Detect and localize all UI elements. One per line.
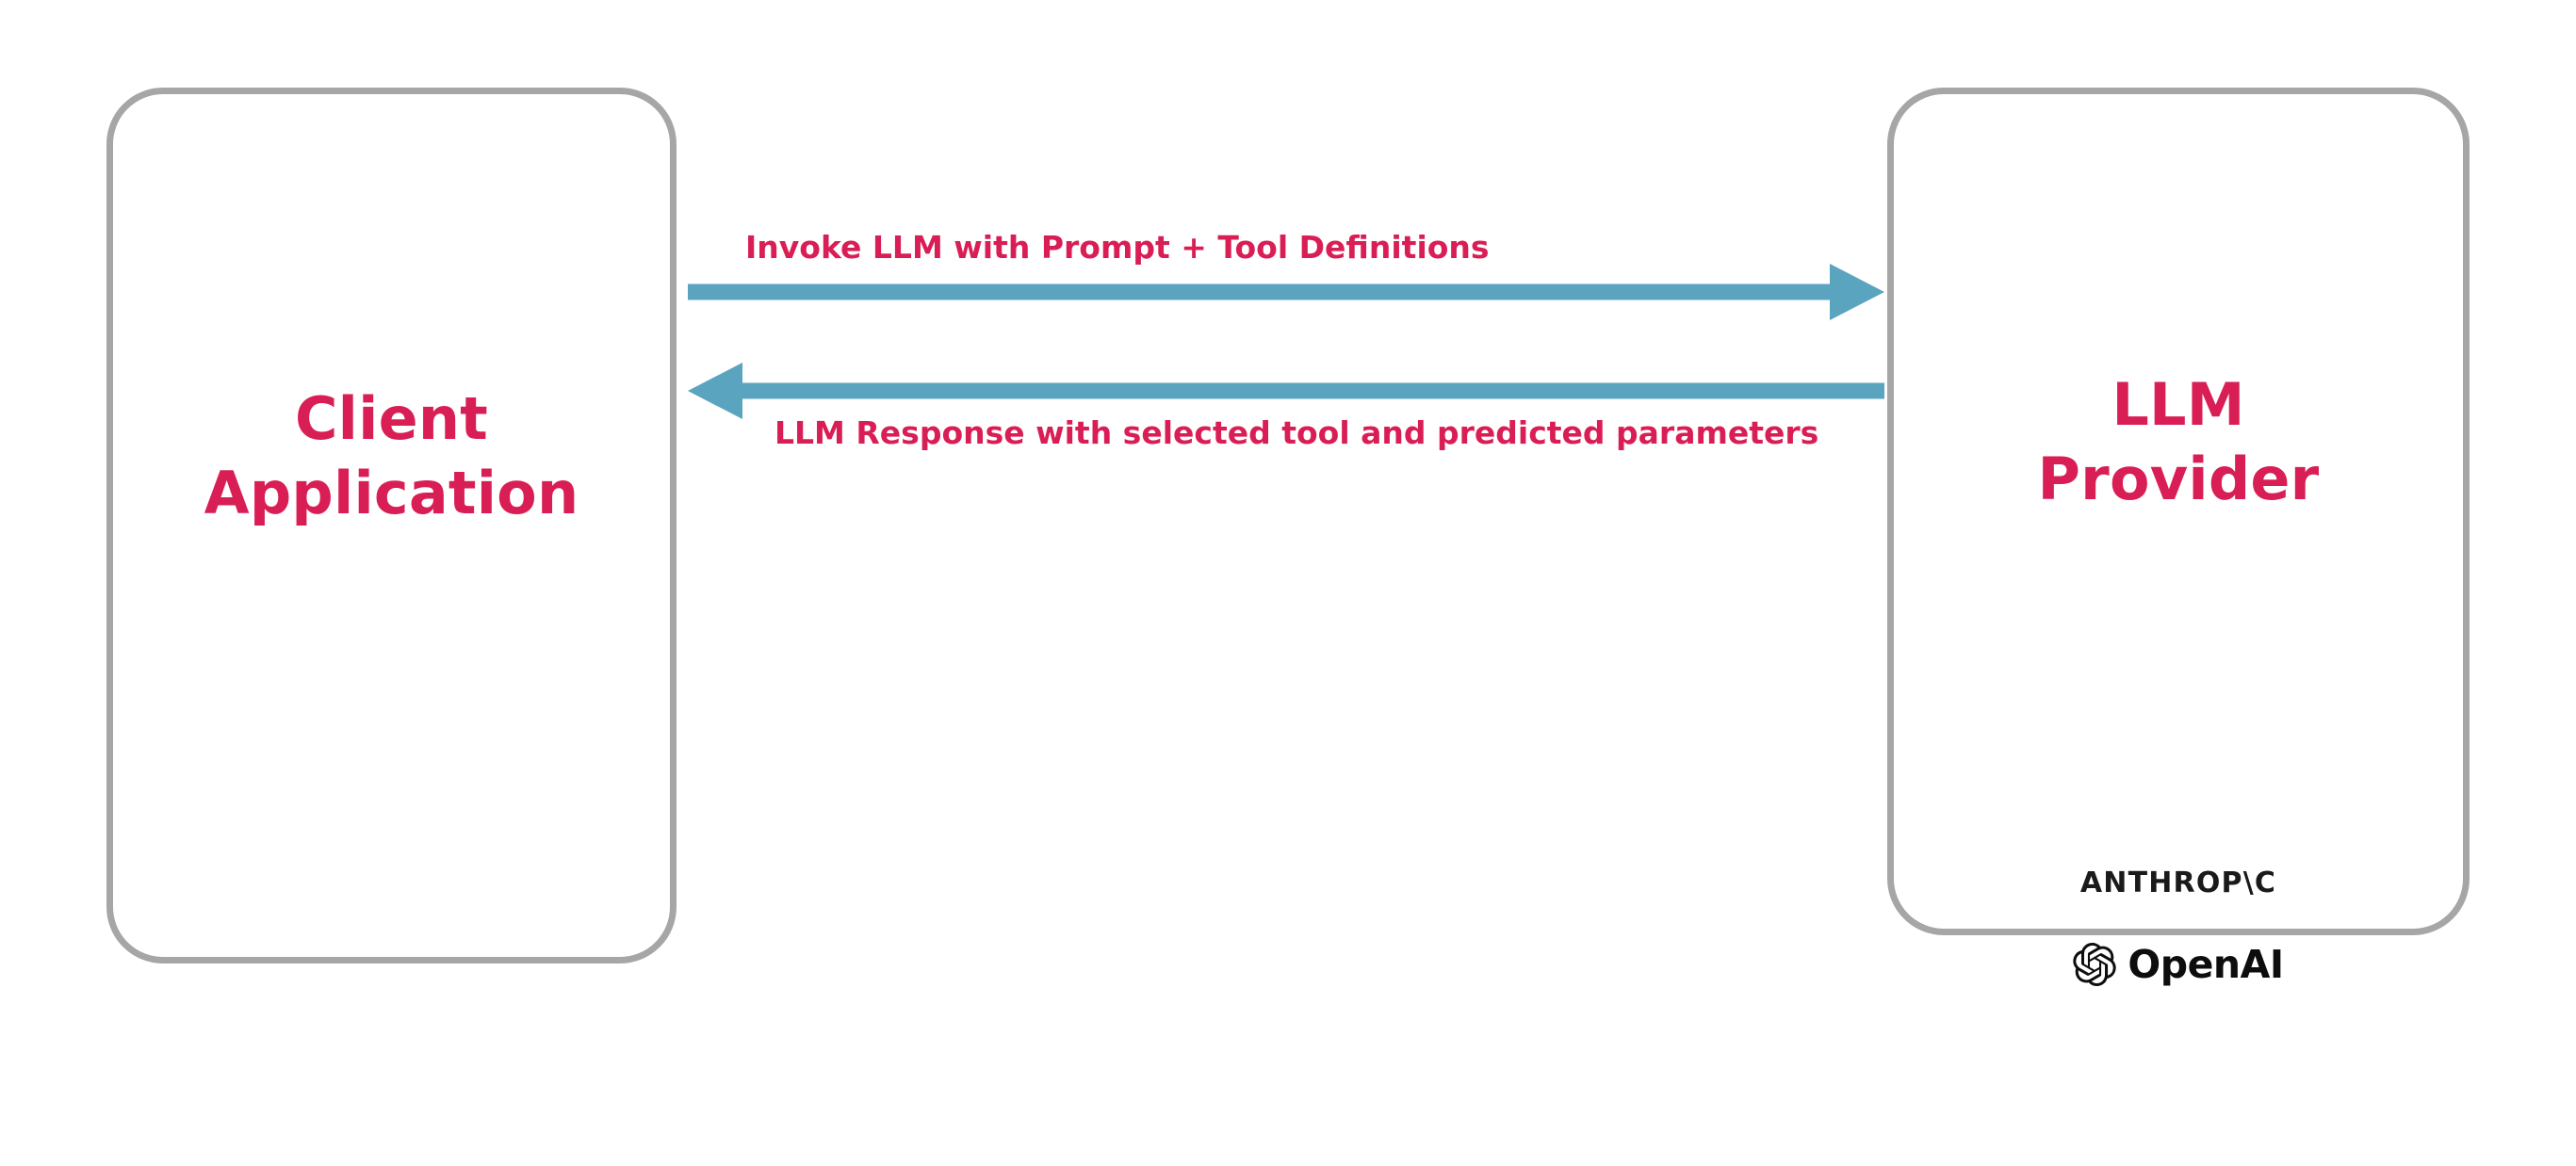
client-application-label-line2: Application [204,459,579,528]
client-application-label [113,381,670,531]
request-arrow-label: Invoke LLM with Prompt + Tool Definitions [745,229,1490,266]
llm-provider-label-line1: LLM [2111,370,2245,439]
openai-vendor-row [1894,942,2463,987]
response-arrow [688,367,1884,414]
openai-wordmark-label: OpenAI [2128,942,2284,987]
client-application-node [106,88,677,964]
anthropic-wordmark-icon: ANTHROP\C [2079,866,2277,899]
openai-logo-icon [2073,943,2116,986]
anthropic-vendor-row [1894,866,2463,899]
llm-provider-label [1894,367,2463,517]
response-arrow-label: LLM Response with selected tool and predicted parameters [774,414,1819,451]
llm-provider-node [1887,88,2470,987]
llm-provider-label-line2: Provider [2037,445,2320,514]
request-arrow [688,268,1884,316]
client-application-label-line1: Client [294,384,489,453]
